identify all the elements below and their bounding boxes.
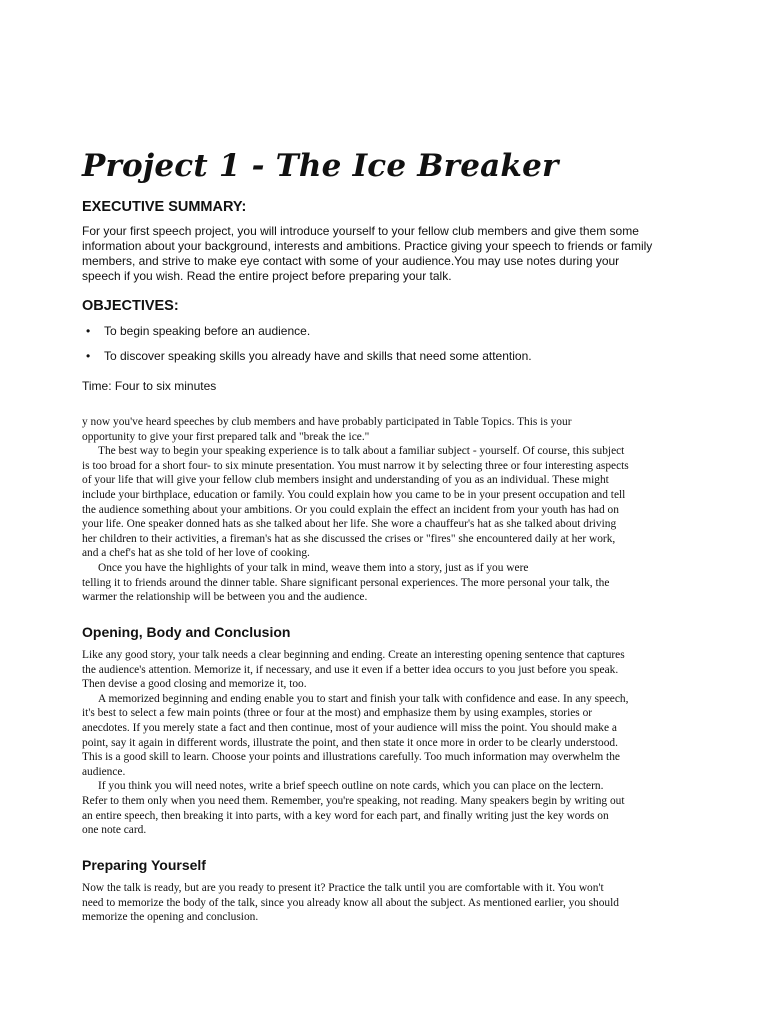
text-line: her children to their activities, a fireman's hat as she discussed the crises or "fires" she encountered daily at her work, (82, 532, 616, 545)
text-line: of your life that will give your fellow club members insight and understanding of you as an individual. These might (82, 474, 609, 487)
text-line: an entire speech, then breaking it into parts, with a key word for each part, and finally writing just the key words on (82, 809, 609, 822)
objective-text: To begin speaking before an audience. (104, 324, 311, 338)
text-line: warmer the relationship will be between you and the audience. (82, 591, 368, 604)
text-line: audience. (82, 765, 126, 778)
text-line: For your first speech project, you will introduce yourself to your fellow club members and give them some (82, 224, 639, 238)
text-line: y now you've heard speeches by club members and have probably participated in Table Topics. This is your (82, 416, 572, 428)
text-line: Like any good story, your talk needs a clear beginning and ending. Create an interesting opening sentence that captures (82, 649, 625, 661)
objective-text: To discover speaking skills you already have and skills that need some attention. (104, 349, 532, 363)
intro-text (82, 415, 686, 605)
text-line: the audience something about your ambitions. Or you could explain the effect an incident from your youth has had on (82, 503, 619, 516)
text-line: A memorized beginning and ending enable you to start and finish your talk with confidence and ease. In any speech, (98, 692, 629, 705)
text-line: is too broad for a short four- to six minute presentation. You must narrow it by selecting three or four interesting aspects (82, 459, 629, 472)
text-line: Now the talk is ready, but are you ready to present it? Practice the talk until you are comfortable with it. You won't (82, 882, 604, 894)
text-line: Then devise a good closing and memorize it, too. (82, 678, 307, 691)
bullet-icon: • (86, 349, 91, 363)
objectives-heading: OBJECTIVES: (82, 298, 179, 314)
text-line: it's best to select a few main points (three or four at the most) and emphasize them by using examples, stories or (82, 707, 593, 720)
text-line: your life. One speaker donned hats as she talked about her life. She wore a chauffeur's hat as she talked about driving (82, 518, 617, 531)
text-line: one note card. (82, 824, 147, 837)
opening-text (82, 648, 686, 838)
text-line: include your birthplace, education or family. You could explain how you came to be in your present occupation and tell (82, 488, 626, 501)
text-line: members, and strive to make eye contact with some of your audience.You may use notes during your (82, 254, 620, 268)
preparing-text (82, 881, 686, 925)
text-line: Refer to them only when you need them. Remember, you're speaking, not reading. Many speakers begin by writing out (82, 794, 625, 807)
text-line: information about your background, interests and ambitions. Practice giving your speech to friends or family (82, 239, 653, 253)
text-line: anecdotes. If you merely state a fact and then continue, most of your audience will miss the point. You should make a (82, 721, 617, 734)
text-line: telling it to friends around the dinner table. Share significant personal experiences. The more personal your talk, the (82, 576, 610, 589)
preparing-heading: Preparing Yourself (82, 857, 206, 873)
opening-heading: Opening, Body and Conclusion (82, 624, 291, 640)
text-line: the audience's attention. Memorize it, if necessary, and use it even if a better idea occurs to you just before you speak. (82, 663, 619, 676)
bullet-icon: • (86, 324, 91, 338)
text-line: opportunity to give your first prepared talk and "break the ice." (82, 430, 370, 443)
text-line: and a chef's hat as she told of her love of cooking. (82, 547, 310, 560)
text-line: Once you have the highlights of your talk in mind, weave them into a story, just as if you were (98, 561, 529, 574)
text-line: point, say it again in different words, illustrate the point, and then state it once more in order to be clearly understood. (82, 736, 618, 749)
page-title: Project 1 - The Ice Breaker (82, 148, 559, 184)
text-line: memorize the opening and conclusion. (82, 911, 259, 924)
executive-summary-text (82, 224, 682, 284)
text-line: speech if you wish. Read the entire project before preparing your talk. (82, 269, 452, 283)
text-line: This is a good skill to learn. Choose your points and illustrations carefully. Too much information may overwhelm the (82, 751, 620, 764)
text-line: The best way to begin your speaking experience is to talk about a familiar subject - yourself. Of course, this subject (98, 445, 625, 458)
time-text: Time: Four to six minutes (82, 379, 217, 393)
text-line: need to memorize the body of the talk, since you already know all about the subject. As mentioned earlier, you should (82, 896, 619, 909)
executive-summary-heading: EXECUTIVE SUMMARY: (82, 199, 247, 215)
text-line: If you think you will need notes, write a brief speech outline on note cards, which you can place on the lectern. (98, 780, 604, 793)
